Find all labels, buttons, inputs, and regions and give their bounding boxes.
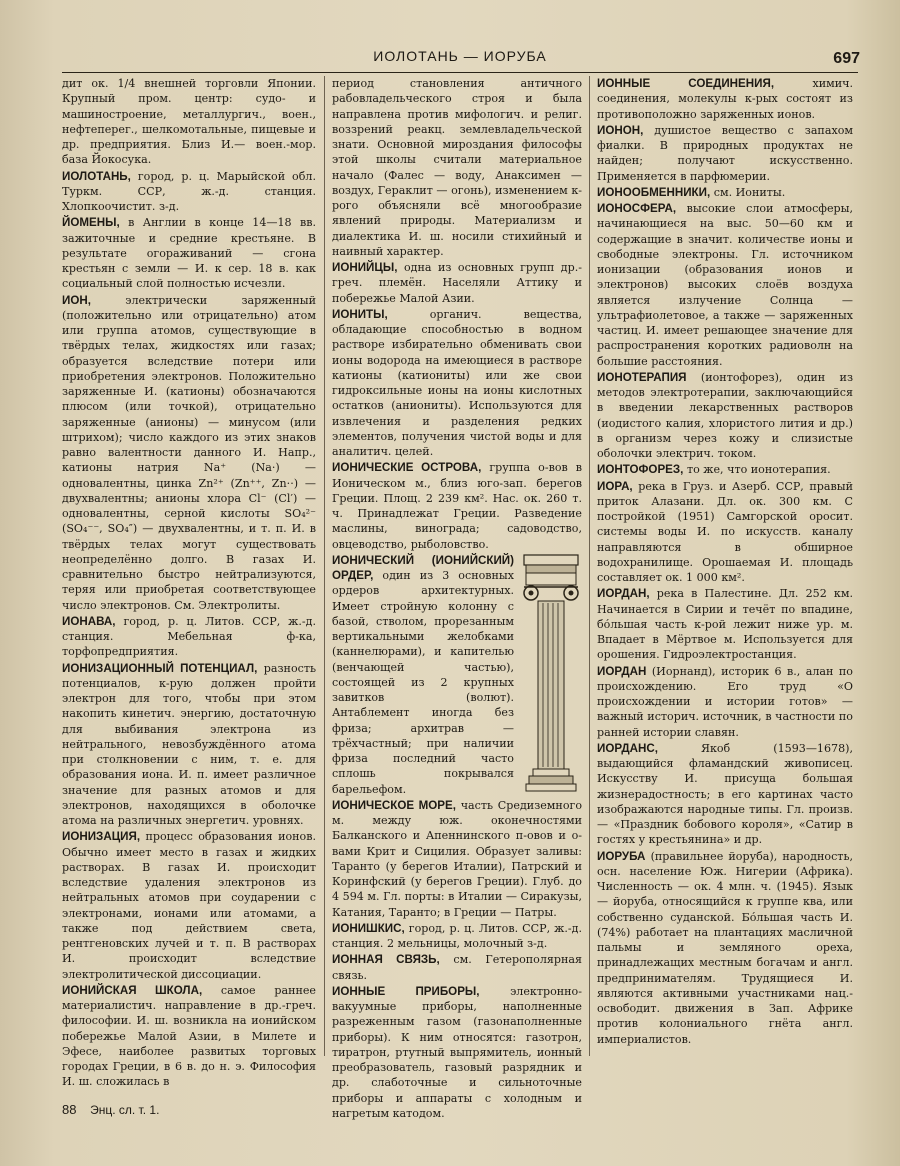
page-number: 697 (833, 50, 860, 67)
entry-headword: ИОНИЙЦЫ, (332, 261, 398, 274)
entry-headword: ИОНИТЫ, (332, 307, 388, 321)
entry-text: разность потенциалов, к-рую должен пройти электрон для того, чтобы при этом накопить кинетич. энергию, достаточную для выбивания электрона из нейтрального, невозбуждённого атома при столкновении с ним, т. е. для образования иона. И. п. имеет различное значение для разных атомов и для электронов, находящихся в оболочке атома на различных энергетич. уровнях. (62, 661, 317, 827)
dictionary-entry (332, 952, 582, 983)
entry-headword: ИОРА, (597, 479, 633, 493)
entry-headword: ИОРДАНС, (597, 741, 658, 755)
dictionary-entry (597, 76, 853, 122)
entry-text: (правильнее йоруба), народность, осн. население Юж. Нигерии (Африка). Численность — ок. 4 млн. ч. (1945). Язык — йоруба, относящийся к группе ква, или собственно суданской. Бо́льшая часть И. (74%) работает на плантациях масличной пальмы и земляного ореха, принадлежащих местным богачам и англ. предпринимателям. Трудящиеся И. являются активными участниками нац.-освободит. движения в Зап. Африке против колониального гнёта англ. империалистов. (597, 849, 854, 1046)
running-head-title: ИОЛОТАНЬ — ИОРУБА (373, 48, 547, 64)
entry-text: один из 3 основных ордеров архитектурных. Имеет стройную колонну с базой, стволом, прорезанным вертикальными желобками (каннелюрами), и капителью (венчающей частью), состоящей из 2 крупных завитков (волют). Антаблемент иногда без фриза; архитрав — трёхчастный; при наличии фриза последний часто сплошь покрывался барельефом. (332, 569, 514, 796)
header-rule (62, 72, 858, 73)
entry-text: Якоб (1593—1678), выдающийся фламандский живописец. Искусству И. присуща большая жизнерадостность; в его картинах часто изображаются народные типы. Гл. произв.— «Праздник бобового короля», «Сатир в гостях у крестьянина» и др. (597, 741, 853, 847)
dictionary-entry (597, 185, 853, 200)
signature-mark: Энц. сл. т. 1. (90, 1103, 160, 1117)
dictionary-entry (332, 460, 582, 552)
entry-text: химич. соединения, молекулы к-рых состоят из противоположно заряженных ионов. (597, 77, 853, 121)
dictionary-entry (332, 798, 582, 920)
entry-headword: ИОНАВА, (62, 614, 116, 628)
column-divider (589, 76, 590, 1056)
entry-text: город, р. ц. Марыйской обл. Туркм. ССР, ж.-д. станция. Хлопкоочистит. з-д. (62, 169, 316, 213)
entry-text: процесс образования ионов. Обычно имеет место в газах и жидких растворах. В газах И. происходит вследствие удаления электронов из нейтральных атомов при соударении с электронами, ионами или атомами, а также под действием света, рентгеновских лучей и т. п. В растворах И. происходит вследствие электролитической диссоциации. (62, 830, 316, 981)
entry-headword: ЙОМЕНЫ, (62, 216, 120, 230)
entry-text: город, р. ц. Литов. ССР, ж.-д. станция. 2 мельницы, молочный з-д. (332, 921, 583, 950)
entry-text: см. Иониты. (713, 185, 786, 199)
entry-headword: ИОННЫЕ ПРИБОРЫ, (332, 984, 480, 998)
entry-headword: ИОНИШКИС, (332, 921, 405, 935)
column-divider (324, 76, 325, 1056)
entry-headword: ИОНИЗАЦИОННЫЙ ПОТЕНЦИАЛ, (62, 661, 258, 675)
ionic-column-illustration (520, 553, 582, 793)
entry-headword: ИОНИЧЕСКОЕ МОРЕ, (332, 798, 456, 812)
dictionary-entry (332, 921, 582, 952)
dictionary-entry (597, 462, 853, 477)
entry-text: органич. вещества, обладающие способностью в водном растворе избирательно обменивать свои ионы водорода на имеющиеся в растворе катионы (катиониты) или же свои гидроксильные ионы на ионы кислотных остатков (аниониты). Используются для извлечения и разделения редких элементов, получения чистой воды и для аналитич. целей. (332, 307, 582, 458)
entry-text: река в Палестине. Дл. 252 км. Начинается в Сирии и течёт по впадине, бо́льшая часть к-рой лежит ниже ур. м. Впадает в Мёртвое м. Используется для орошения. Гидроэлектростанция. (597, 587, 853, 662)
dictionary-entry (332, 553, 582, 797)
entry-headword: ИОНОН, (597, 123, 644, 137)
dictionary-entry (62, 614, 316, 660)
dictionary-entry (597, 664, 853, 740)
continued-text: дит ок. 1/4 внешней торговли Японии. Крупный пром. центр: судо- и машиностроение, металлургич., воен., нефтеперег., шелкомотальные, пищевые и др. предприятия. Близ И.— воен.-мор. база Йокосука. (62, 77, 316, 167)
text-column-left (62, 76, 316, 1096)
entry-headword: ИОНТОФОРЕЗ, (597, 463, 684, 477)
dictionary-entry (62, 661, 316, 829)
dictionary-entry (62, 829, 316, 982)
entry-headword: ИОРУБА (597, 849, 646, 863)
entry-headword: ИОНИЧЕСКИЕ ОСТРОВА, (332, 461, 482, 475)
entry-text: (ионтофорез), один из методов электротерапии, заключающийся в введении лекарственных растворов (иодистого калия, хлористого лития и др.) в организм через кожу и слизистые оболочки электрич. током. (597, 370, 853, 460)
dictionary-entry (62, 169, 316, 215)
entry-headword: ИОНОТЕРАПИЯ (597, 370, 687, 384)
dictionary-entry (332, 307, 582, 460)
entry-headword: ИОЛОТАНЬ, (62, 169, 131, 183)
page-footer (62, 1102, 159, 1117)
text-column-right (597, 76, 853, 1096)
entry-headword: ИОНИЗАЦИЯ, (62, 830, 141, 844)
dictionary-entry (597, 370, 853, 462)
dictionary-entry (597, 123, 853, 184)
dictionary-entry (62, 293, 316, 613)
text-column-middle (332, 76, 583, 1120)
entry-text: река в Груз. и Азерб. ССР, правый приток Алазани. Дл. ок. 300 км. С постройкой (1951) Самгорской оросит. системы воды И. по искусств. каналу направляются в обширное водохранилище. Орошаемая И. площадь составляет ок. 1 000 км². (597, 479, 853, 584)
entry-headword: ИОНОСФЕРА, (597, 202, 677, 215)
sheet-number: 88 (62, 1102, 77, 1117)
entry-text: город, р. ц. Литов. ССР, ж.-д. станция. Мебельная ф-ка, торфопредприятия. (62, 614, 317, 659)
entry-text: высокие слои атмосферы, начинающиеся на выс. 50—60 км и содержащие в значит. количестве ионы и свободные электроны. Гл. источником ионизации (образования ионов и электронов) высоких слоёв воздуха является излучение Солнца — ультрафиолетовое, а также — заряженных частиц. И. имеет решающее значение для распространения коротких радиоволн на большие расстояния. (597, 202, 853, 368)
entry-headword: ИОННЫЕ СОЕДИНЕНИЯ, (597, 77, 775, 90)
entry-text: самое раннее материалистич. направление в др.-греч. философии. И. ш. возникла на ионийском побережье Малой Азии, в Милете и Эфесе, наиболее развитых торговых городах Греции, в 6 в. до н. э. Философия И. ш. сложилась в (62, 983, 316, 1089)
dictionary-entry (332, 984, 582, 1121)
entry-text: то же, что ионотерапия. (686, 463, 831, 477)
entry-headword: ИОНООБМЕННИКИ, (597, 185, 711, 199)
entry-text: в Англии в конце 14—18 вв. зажиточные и средние крестьяне. В результате огораживаний — сгона крестьян с земли — И. к сер. 18 в. как социальный слой полностью исчезли. (62, 216, 316, 291)
dictionary-entry (597, 741, 853, 848)
entry-headword: ИОННАЯ СВЯЗЬ, (332, 953, 440, 967)
entry-headword: ИОРДАН (597, 664, 647, 678)
entry-text: электрически заряженный (положительно или отрицательно) атом или группа атомов, существующие в твёрдых телах, жидкостях или газах; образуется вследствие потери или приобретения электронов. Положительно заряженные И. (катионы) обозначаются плюсом (или точкой), отрицательно заряженные (анионы) — минусом (или штрихом); число каждого из этих знаков равно валентности данного И. Напр., катионы натрия Na⁺ (Na·) — одновалентны, цинка Zn²⁺ (Zn⁺⁺, Zn··) — двухвалентны; анионы хлора Cl⁻ (Cl′) — одновалентны, серной кислоты SO₄²⁻ (SO₄⁻⁻, SO₄″) — двухвалентны, и т. п. И. в твёрдых телах могут существовать неопределённо долго. В газах И. сравнительно быстро нейтрализуются, теряя или приобретая соответствующее число электронов. См. Электролиты. (62, 293, 317, 612)
dictionary-entry (597, 479, 853, 586)
entry-text: душистое вещество с запахом фиалки. В природных продуктах не найден; получают искусственно. Применяется в парфюмерии. (597, 123, 854, 183)
entry-text: (Иорнанд), историк 6 в., алан по происхождению. Его труд «О происхождении и истории готов» — важный историч. источник, в частности по ранней истории славян. (597, 664, 853, 739)
entry-text: часть Средиземного м. между юж. оконечностями Балканского и Апеннинского п-овов и о-вами Крит и Сицилия. Образует заливы: Таранто (у берегов Италии), Патрский и Коринфский (у берегов Греции). Глуб. до 4 594 м. Гл. порты: в Италии — Сиракузы, Катания, Таранто; в Греции — Патры. (332, 798, 582, 919)
dictionary-entry (597, 201, 853, 369)
dictionary-entry (332, 260, 582, 306)
entry-headword: ИОН, (62, 293, 91, 307)
entry-headword: ИОНИЧЕСКИЙ (ИОНИЙСКИЙ) ОРДЕР, (332, 553, 514, 582)
running-header (60, 48, 860, 70)
entry-text: электронно-вакуумные приборы, наполненные разреженным газом (газонаполненные приборы). К ним относятся: газотрон, тиратрон, ртутный выпрямитель, ионный преобразователь, газовый разрядник и др. слаботочные и сильноточные приборы и аппараты с холодным и нагретым катодом. (332, 984, 582, 1120)
continued-text: период становления античного рабовладельческого строя и была направлена против мифологич. и религ. воззрений реакц. землевладельческой знати. Основной мироздания философы этой школы считали материальное начало (Фалес — воду, Анаксимен — воздух, Гераклит — огонь), изменением к-рого объясняли всё многообразие явлений природы. Материализм и диалектика И. ш. носили стихийный и наивный характер. (332, 77, 582, 258)
entry-headword: ИОРДАН, (597, 587, 650, 601)
dictionary-entry (597, 849, 853, 1047)
entry-text: группа о-вов в Ионическом м., близ юго-зап. берегов Греции. Площ. 2 239 км². Нас. ок. 260 т. ч. Принадлежат Греции. Разведение маслины, винограда; садоводство, овцеводство, рыболовство. (332, 461, 582, 551)
entry-headword: ИОНИЙСКАЯ ШКОЛА, (62, 983, 203, 997)
entry-text: см. Гетерополярная связь. (332, 953, 582, 982)
dictionary-entry (62, 215, 316, 291)
dictionary-entry (62, 983, 316, 1090)
dictionary-entry (597, 586, 853, 662)
entry-text: одна из основных групп др.-греч. племён. Населяли Аттику и побережье Малой Азии. (332, 261, 582, 305)
